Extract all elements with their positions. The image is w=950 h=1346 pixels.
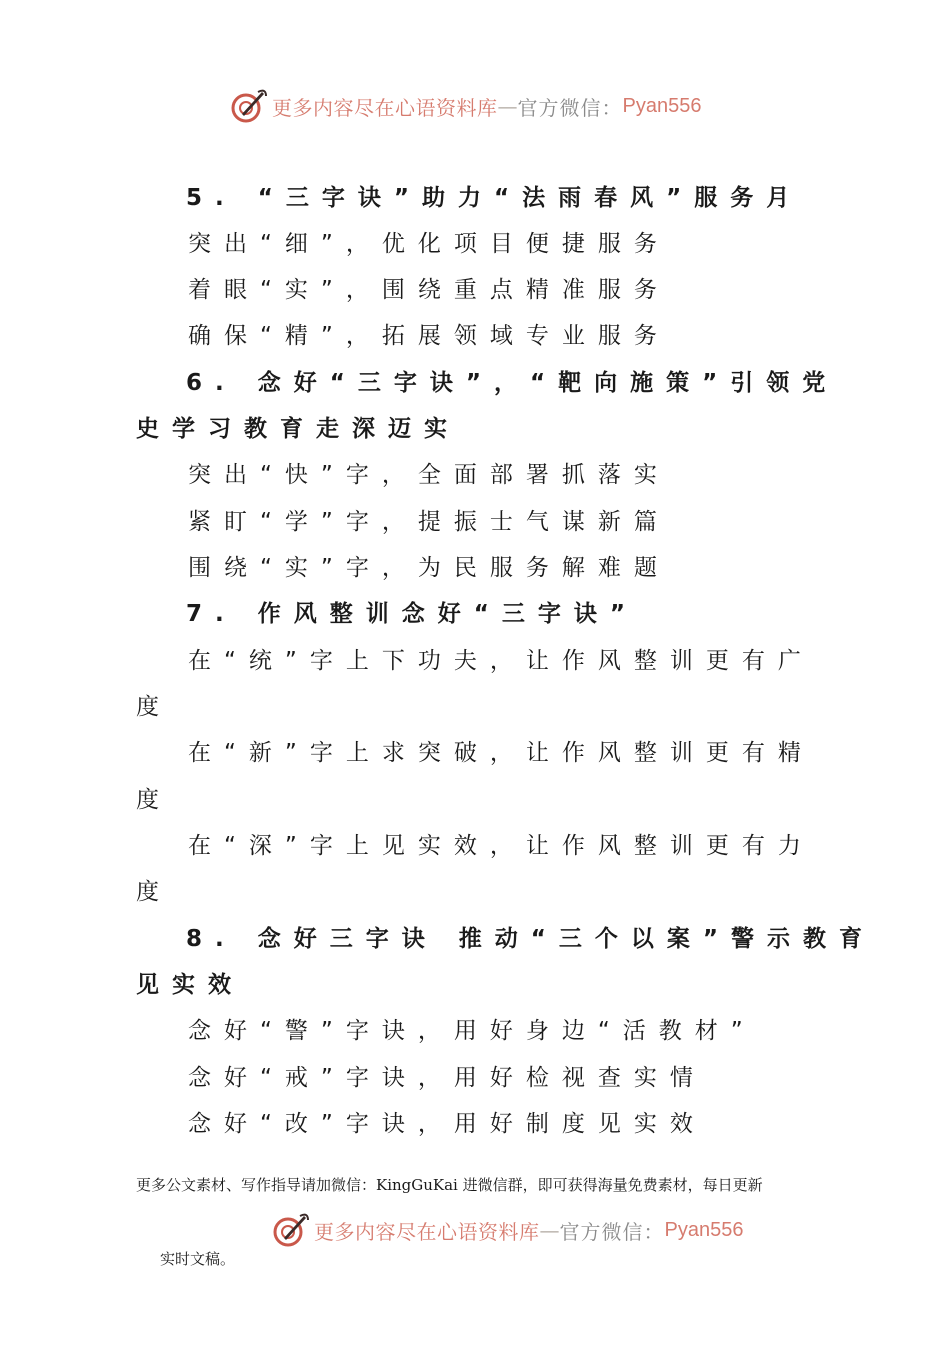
watermark-dash: — (539, 1218, 560, 1242)
watermark-id: Pyan556 (664, 1218, 744, 1241)
heading-8-continued: 见实效 (136, 972, 244, 998)
footer-line-2: 实时文稿。 (160, 1250, 236, 1268)
heading-6-continued: 史学习教育走深迈实 (136, 416, 460, 442)
list-item: 突出“细”，优化项目便捷服务 (188, 231, 670, 257)
list-item: 在“新”字上求突破，让作风整训更有精 (188, 740, 814, 766)
watermark-label: 官方微信： (517, 95, 623, 120)
list-item-continued: 度 (136, 787, 172, 813)
list-item: 着眼“实”，围绕重点精准服务 (188, 277, 670, 303)
footer-line-1: 更多公文素材、写作指导请加微信：KingGuKai 进微信群，即可获得海量免费素材，每日更新 (136, 1176, 763, 1194)
heading-8: 8. 念好三字诀 推动“三个以案”警示教育 (186, 926, 875, 952)
list-item: 确保“精”，拓展领域专业服务 (188, 323, 670, 349)
quill-logo-icon (270, 1210, 310, 1250)
list-item: 紧盯“学”字，提振士气谋新篇 (188, 509, 670, 535)
list-item: 在“统”字上下功夫，让作风整训更有广 (188, 648, 814, 674)
quill-logo-icon (228, 86, 268, 126)
list-item: 在“深”字上见实效，让作风整训更有力 (188, 833, 814, 859)
list-item-continued: 度 (136, 879, 172, 905)
heading-6: 6. 念好“三字诀”，“靶向施策”引领党 (186, 370, 839, 396)
watermark-header (228, 86, 701, 126)
watermark-id: Pyan556 (622, 94, 702, 117)
watermark-main-text: 更多内容尽在心语资料库 (314, 1219, 540, 1244)
watermark-label: 官方微信： (559, 1219, 665, 1244)
watermark-footer (270, 1210, 743, 1250)
watermark-dash: — (497, 94, 518, 118)
list-item: 突出“快”字，全面部署抓落实 (188, 462, 670, 488)
heading-7: 7. 作风整训念好“三字诀” (186, 601, 638, 627)
list-item: 念好“改”字诀，用好制度见实效 (188, 1111, 706, 1137)
list-item: 念好“警”字诀，用好身边“活教材” (188, 1018, 756, 1044)
watermark-main-text: 更多内容尽在心语资料库 (272, 95, 498, 120)
heading-5: 5. “三字诀”助力“法雨春风”服务月 (186, 185, 803, 211)
list-item: 念好“戒”字诀，用好检视查实情 (188, 1065, 706, 1091)
list-item: 围绕“实”字，为民服务解难题 (188, 555, 670, 581)
list-item-continued: 度 (136, 694, 172, 720)
